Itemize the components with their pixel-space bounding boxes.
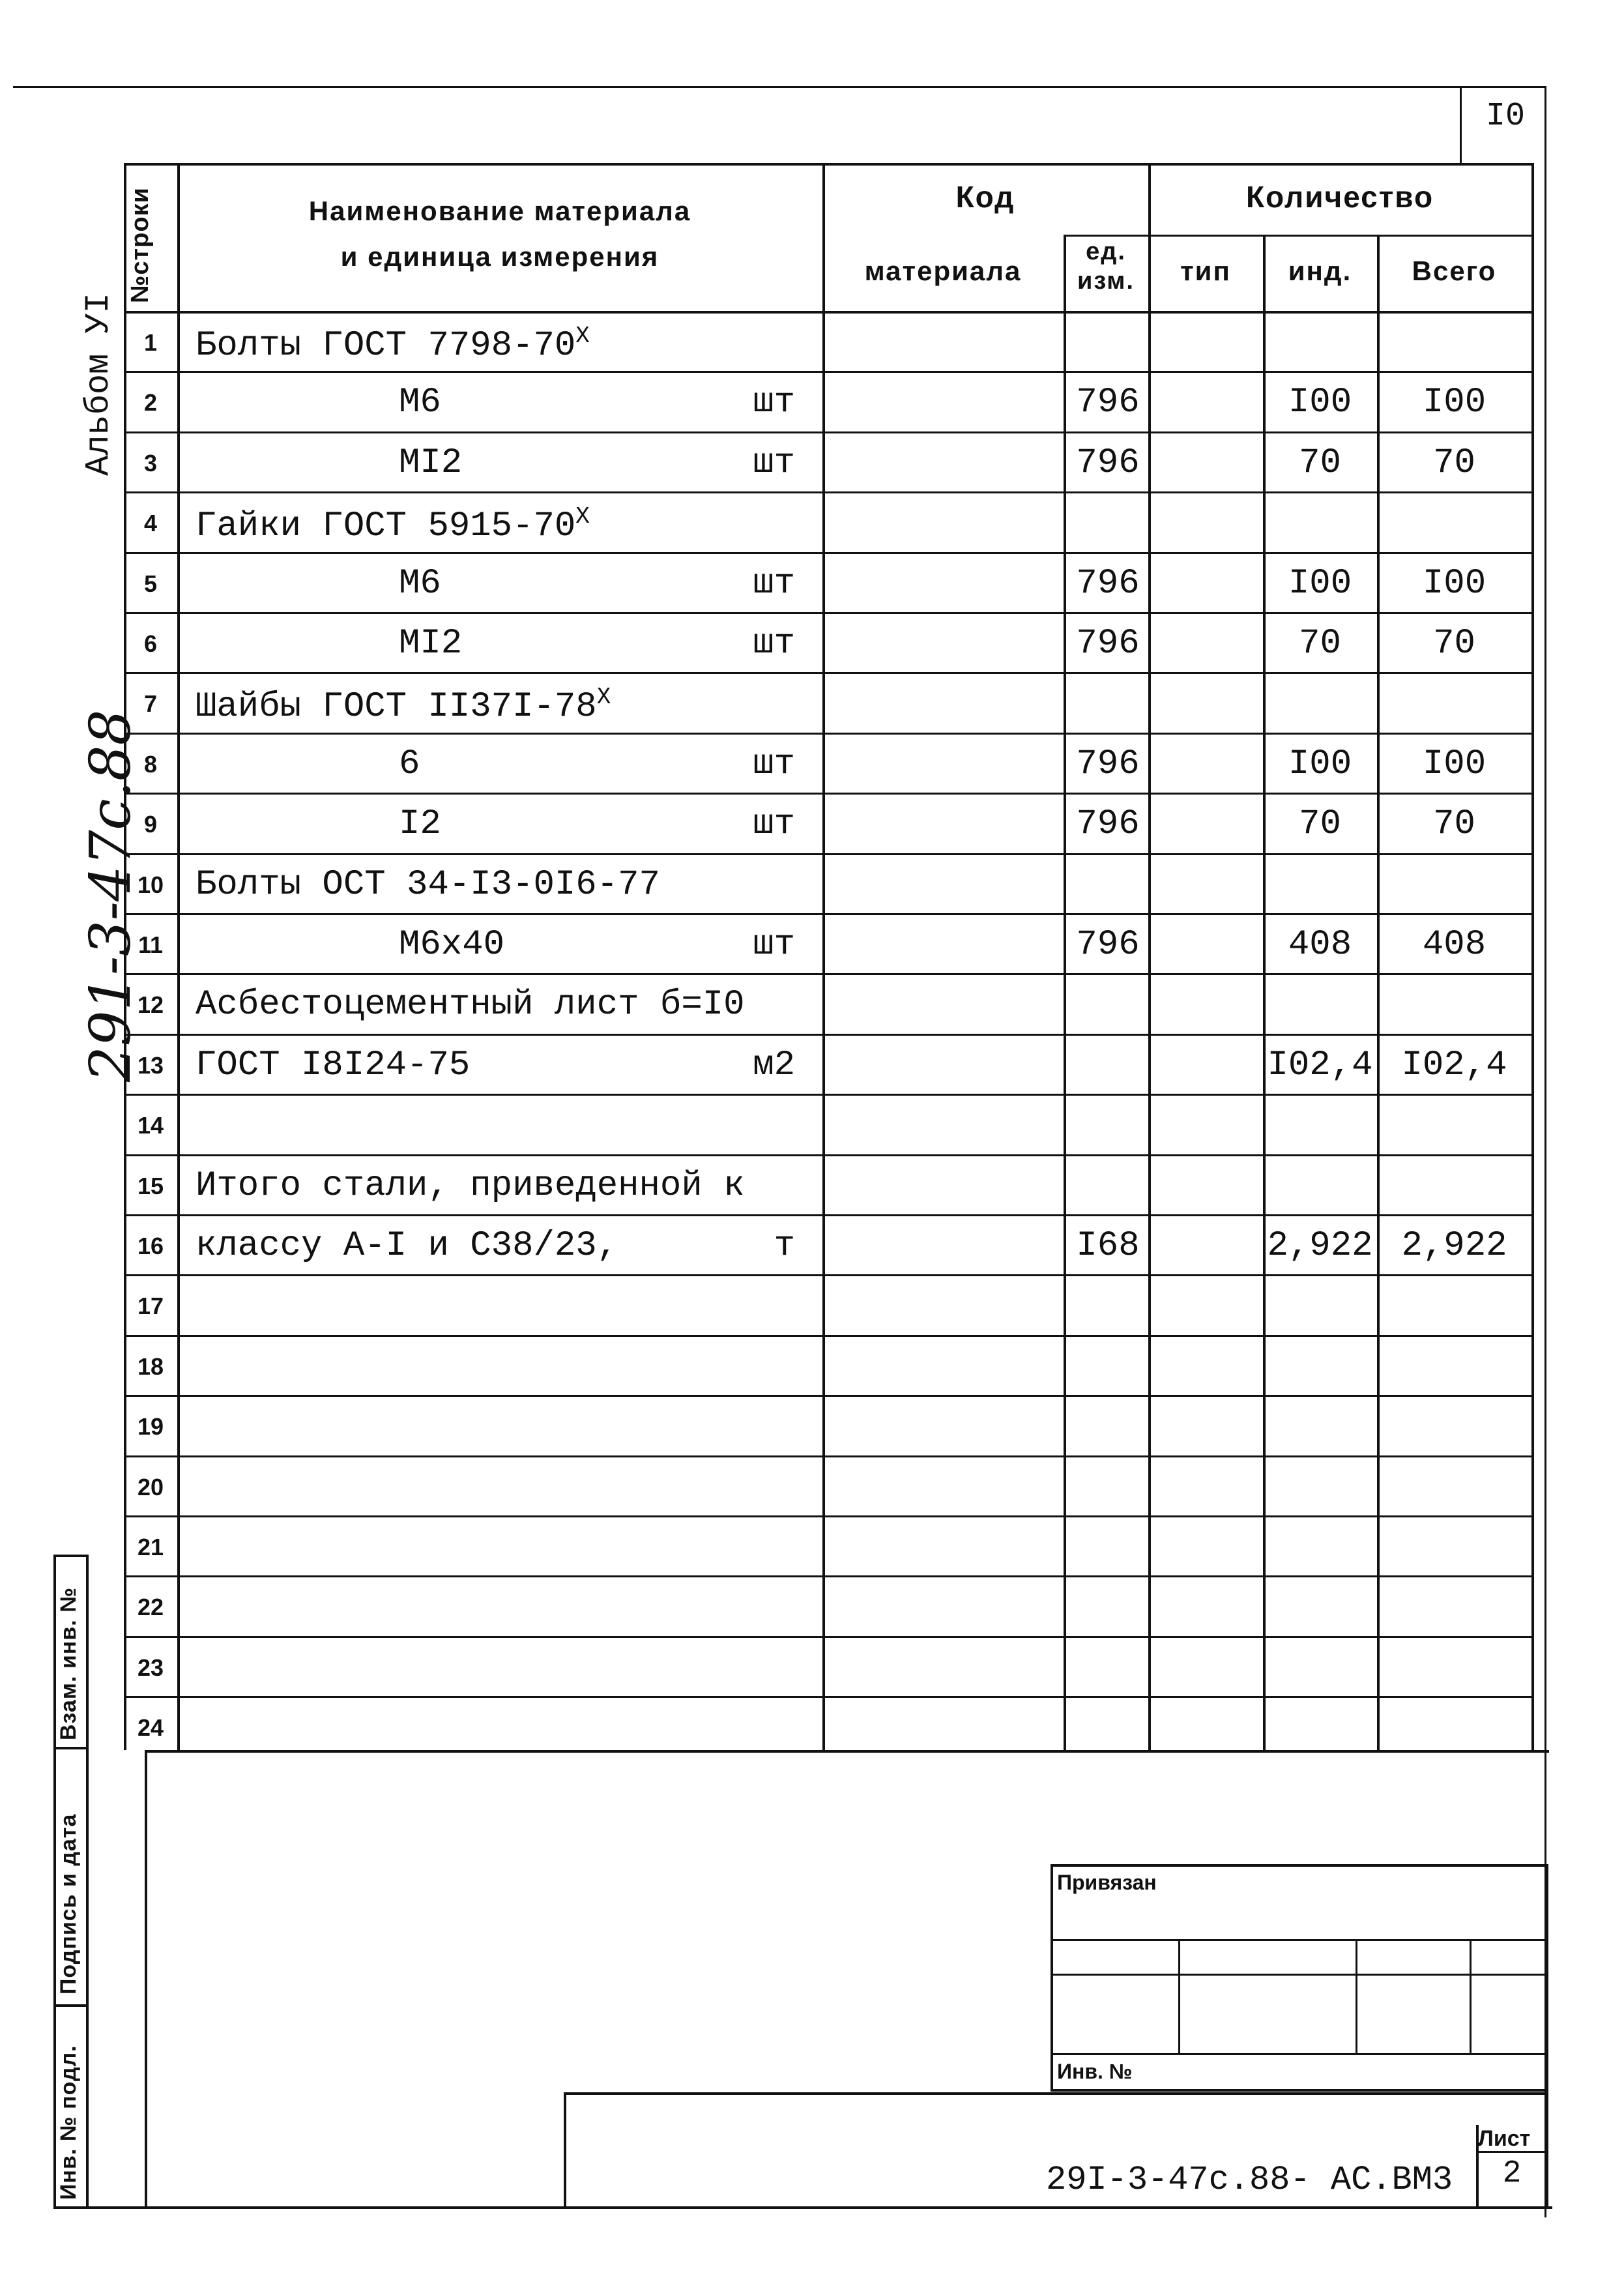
table-bottom-line (145, 1750, 1549, 1753)
row-number: 7 (143, 690, 158, 717)
top-border-line (13, 86, 1544, 88)
vzam-inv-label: Взам. инв. № (56, 1586, 81, 1740)
unit-code: 796 (1076, 744, 1140, 784)
total-quantity: I00 (1422, 744, 1486, 784)
row-number: 18 (137, 1353, 164, 1380)
total-quantity: 70 (1433, 624, 1475, 664)
row-line-13 (124, 1034, 1531, 1036)
row-line-3 (124, 431, 1531, 433)
row-number: 2 (143, 389, 158, 416)
unit: шт (753, 564, 795, 604)
row-number: 14 (137, 1112, 164, 1139)
inv-podl-label: Инв. № подл. (56, 2045, 81, 2200)
row-line-20 (124, 1455, 1531, 1457)
col-line-code (1064, 235, 1066, 1750)
unit: м2 (753, 1045, 795, 1085)
header-top-line (124, 163, 1531, 166)
row-line-8 (124, 733, 1531, 735)
material-name: Болты ОСТ 34-I3-0I6-77 (196, 865, 660, 905)
ind-quantity: I00 (1288, 383, 1352, 422)
row-line-18 (124, 1335, 1531, 1337)
total-quantity: 2,922 (1401, 1226, 1507, 1266)
material-name: М6 (399, 383, 441, 422)
row-line-6 (124, 612, 1531, 614)
material-name: 6 (399, 744, 420, 784)
row-number: 9 (143, 811, 158, 838)
row-number: 22 (137, 1594, 164, 1620)
col-line-right (1531, 163, 1534, 1750)
material-name: Шайбы ГОСТ $II37I-78^Х$ (196, 684, 611, 727)
side-strip-div-1 (53, 1747, 89, 1749)
privyazan-label: Привязан (1057, 1871, 1157, 1894)
ind-quantity: I00 (1288, 744, 1352, 784)
superscript-mark: Х (575, 503, 590, 530)
header-mid-line (1064, 235, 1531, 237)
superscript-mark: Х (596, 684, 611, 710)
row-line-23 (124, 1636, 1531, 1638)
unit: шт (753, 744, 795, 784)
row-line-21 (124, 1515, 1531, 1517)
row-number: 16 (137, 1233, 164, 1259)
row-line-22 (124, 1575, 1531, 1577)
row-number: 8 (143, 751, 158, 778)
row-number: 15 (137, 1173, 164, 1199)
ind-quantity: I00 (1288, 564, 1352, 604)
ind-header: инд. (1288, 256, 1352, 286)
stamp-line-3 (1051, 2053, 1546, 2055)
stamp-right (1546, 1864, 1548, 2206)
stamp-col-1 (1178, 1939, 1180, 2053)
unit: шт (753, 443, 795, 483)
list-value: 2 (1502, 2156, 1522, 2191)
side-strip-top (53, 1555, 89, 1557)
ind-quantity: 70 (1299, 624, 1341, 664)
stamp-left (1051, 1864, 1053, 2089)
frame-left-lower (145, 1750, 147, 2206)
unit-code: I68 (1076, 1226, 1140, 1266)
total-quantity: 70 (1433, 443, 1475, 483)
side-strip-div-2 (53, 2004, 89, 2007)
kolichestvo-header: Количество (1245, 180, 1434, 214)
ind-quantity: 408 (1288, 925, 1352, 965)
row-number: 24 (137, 1714, 164, 1741)
row-line-12 (124, 973, 1531, 975)
stamp-top (1051, 1864, 1546, 1867)
materiala-header: материала (864, 256, 1022, 286)
row-number: 12 (137, 991, 164, 1018)
row-number: 20 (137, 1474, 164, 1500)
unit: шт (753, 804, 795, 844)
row-line-2 (124, 371, 1531, 373)
row-number: 4 (143, 510, 158, 536)
material-name: Болты ГОСТ $7798-70^Х$ (196, 323, 590, 366)
stamp-col-3 (1470, 1939, 1472, 2053)
row-number: 3 (143, 450, 158, 476)
unit: шт (753, 624, 795, 664)
material-name: М6х40 (399, 925, 505, 965)
ind-quantity: 2,922 (1267, 1226, 1373, 1266)
stamp-line-4 (1051, 2089, 1546, 2092)
title-block-top (564, 2092, 1546, 2095)
row-number: 21 (137, 1534, 164, 1560)
bottom-frame-line (53, 2206, 1552, 2209)
side-strip-right (86, 1555, 89, 2206)
material-name: Асбестоцементный лист б=I0 (196, 985, 745, 1025)
col-line-name (822, 163, 825, 1750)
row-line-14 (124, 1094, 1531, 1096)
inv-no-label: Инв. № (1057, 2060, 1133, 2083)
row-number-header: №строки (126, 187, 154, 303)
row-line-7 (124, 672, 1531, 674)
document-designation: 29I-3-47с.88- АС.ВМ3 (1046, 2161, 1453, 2199)
row-number: 13 (137, 1052, 164, 1079)
row-line-24 (124, 1696, 1531, 1698)
name-header-line1: Наименование материала (308, 196, 691, 226)
row-line-5 (124, 552, 1531, 554)
superscript-mark: Х (575, 323, 590, 349)
stamp-col-2 (1356, 1939, 1357, 2053)
ind-quantity: I02,4 (1267, 1045, 1373, 1085)
row-line-15 (124, 1154, 1531, 1156)
unit-code: 796 (1076, 383, 1140, 422)
row-number: 17 (137, 1293, 164, 1319)
unit: т (774, 1226, 795, 1266)
list-label: Лист (1478, 2126, 1531, 2151)
row-number: 19 (137, 1413, 164, 1440)
row-number: 6 (143, 630, 158, 657)
vsego-header: Всего (1412, 256, 1497, 286)
row-line-11 (124, 913, 1531, 915)
row-line-9 (124, 793, 1531, 795)
sheet-number-box-left (1460, 86, 1462, 163)
unit-code: 796 (1076, 804, 1140, 844)
row-number: 1 (143, 329, 158, 356)
material-name: классу А-I и С38/23, (196, 1226, 618, 1266)
total-quantity: 408 (1422, 925, 1486, 965)
unit-code: 796 (1076, 443, 1140, 483)
row-line-19 (124, 1395, 1531, 1397)
stamp-line-2 (1051, 1974, 1546, 1976)
material-name: МI2 (399, 443, 463, 483)
material-name: МI2 (399, 624, 463, 664)
album-label: Альбом УI (80, 293, 118, 476)
ind-quantity: 70 (1299, 804, 1341, 844)
ed-header-1: ед. (1086, 238, 1126, 265)
header-bottom-line (124, 311, 1531, 314)
total-quantity: 70 (1433, 804, 1475, 844)
row-line-10 (124, 853, 1531, 855)
row-number: 11 (138, 931, 164, 958)
title-block-left (564, 2092, 566, 2206)
unit-code: 796 (1076, 624, 1140, 664)
material-name: Гайки ГОСТ $5915-70^Х$ (196, 503, 590, 546)
row-number: 10 (137, 871, 164, 898)
unit-code: 796 (1076, 564, 1140, 604)
row-line-16 (124, 1214, 1531, 1216)
sheet-number: I0 (1485, 98, 1525, 135)
row-number: 5 (143, 570, 158, 597)
ed-header-2: изм. (1077, 267, 1135, 295)
total-quantity: I00 (1422, 564, 1486, 604)
material-name: Итого стали, приведенной к (196, 1166, 745, 1206)
podpis-data-label: Подпись и дата (56, 1813, 81, 1995)
row-number: 23 (137, 1654, 164, 1681)
total-quantity: I02,4 (1401, 1045, 1507, 1085)
unit: шт (753, 925, 795, 965)
stamp-line-1 (1051, 1939, 1546, 1941)
row-line-17 (124, 1274, 1531, 1276)
unit: шт (753, 383, 795, 422)
col-line-num (177, 163, 180, 1750)
kod-header: Код (955, 180, 1015, 214)
unit-code: 796 (1076, 925, 1140, 965)
row-line-4 (124, 491, 1531, 493)
tip-header: тип (1180, 256, 1231, 286)
material-name: ГОСТ I8I24-75 (196, 1045, 471, 1085)
material-name: М6 (399, 564, 441, 604)
ind-quantity: 70 (1299, 443, 1341, 483)
material-name: I2 (399, 804, 441, 844)
name-header-line2: и единица измерения (340, 241, 660, 272)
col-line-ed (1148, 163, 1151, 1750)
total-quantity: I00 (1422, 383, 1486, 422)
handwritten-number: 291-3-47с.88 (78, 709, 143, 1082)
